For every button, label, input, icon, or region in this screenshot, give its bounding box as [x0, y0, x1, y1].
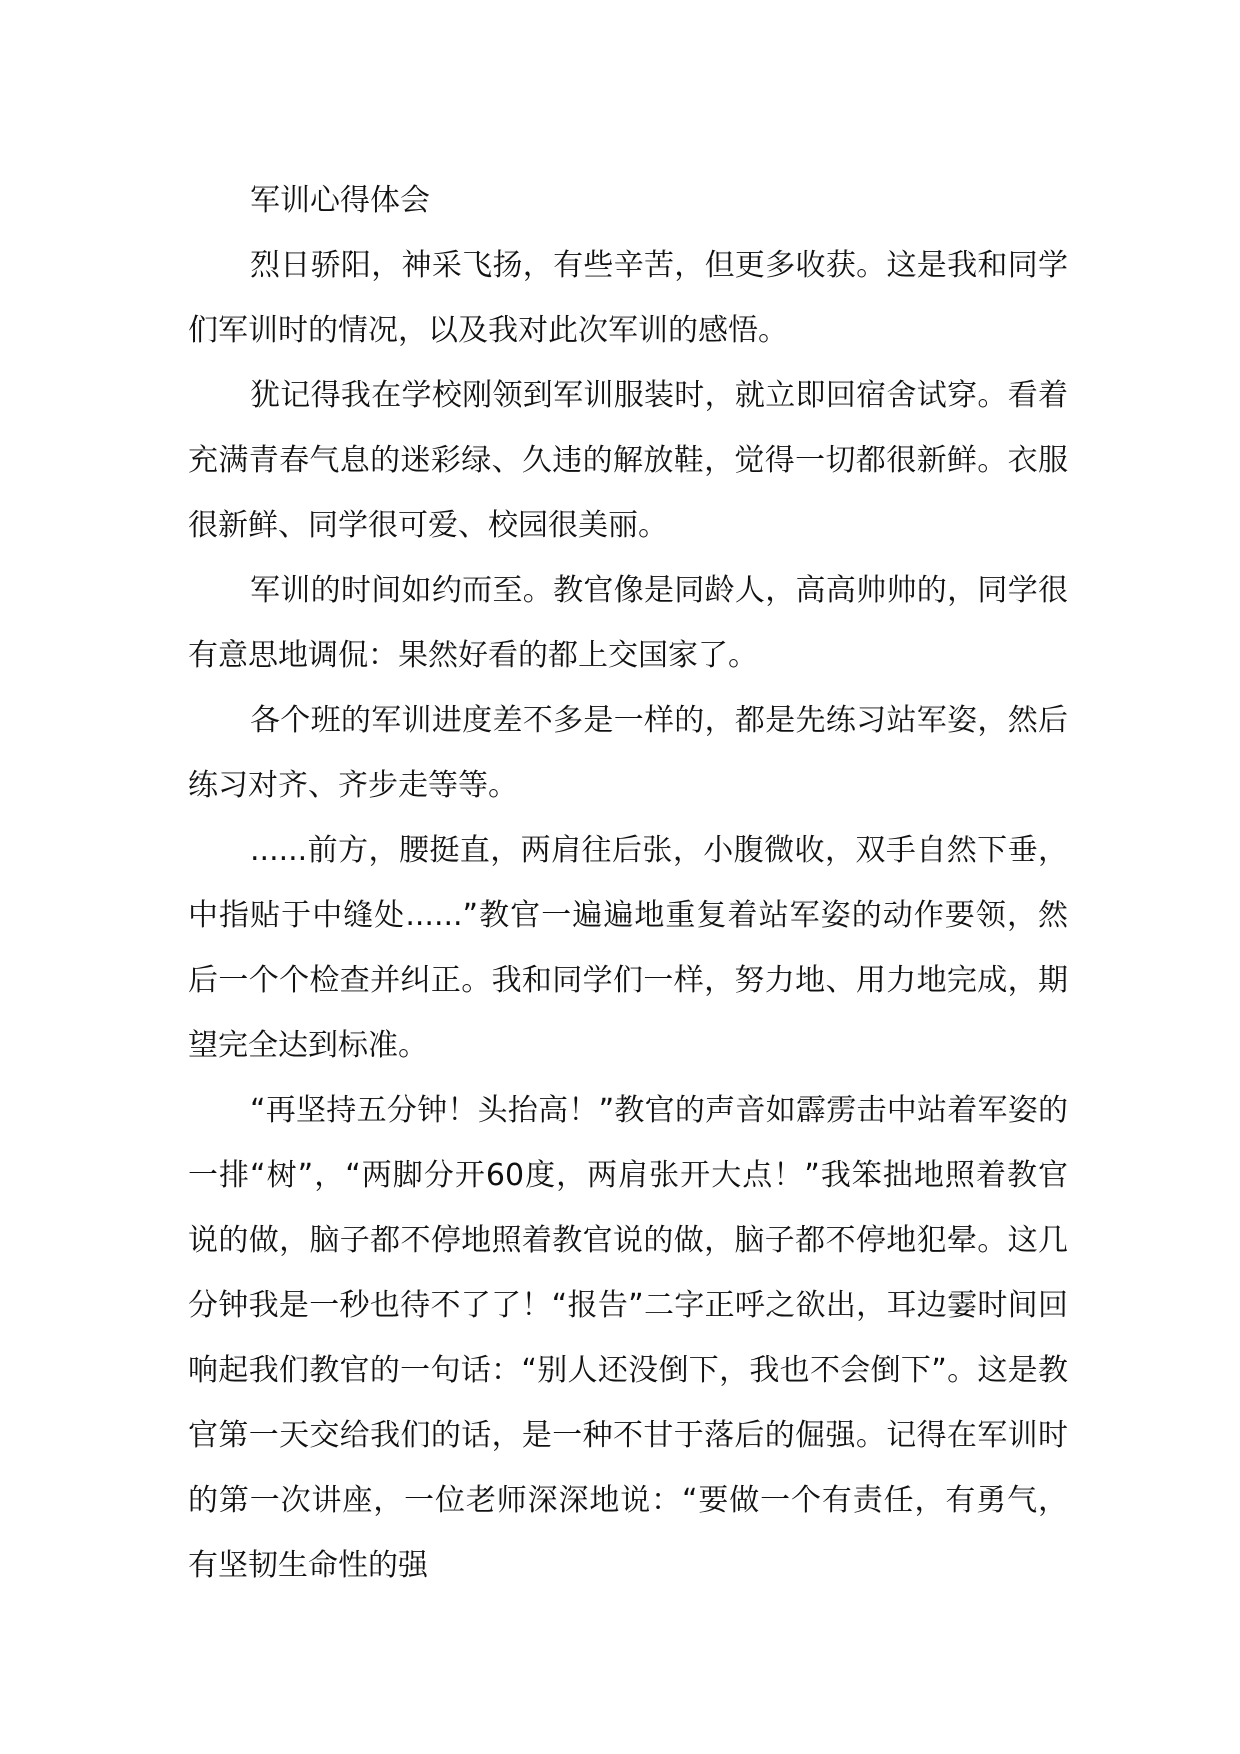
paragraph: 犹记得我在学校刚领到军训服装时，就立即回宿舍试穿。看着充满青春气息的迷彩绿、久违的解放鞋，觉得一切都很新鲜。衣服很新鲜、同学很可爱、校园很美丽。: [188, 378, 1068, 543]
paragraph: ......前方，腰挺直，两肩往后张，小腹微收，双手自然下垂，中指贴于中缝处......”教官一遍遍地重复着站军姿的动作要领，然后一个个检查并纠正。我和同学们一样，努力地、用力地完成，期望完全达到标准。: [188, 833, 1068, 1063]
paragraph: 各个班的军训进度差不多是一样的，都是先练习站军姿，然后练习对齐、齐步走等等。: [188, 703, 1068, 803]
document-body: [188, 168, 1068, 1598]
document-title: 军训心得体会: [250, 183, 430, 218]
paragraph: 烈日骄阳，神采飞扬，有些辛苦，但更多收获。这是我和同学们军训时的情况，以及我对此次军训的感悟。: [188, 248, 1068, 348]
paragraph: “再坚持五分钟！头抬高！”教官的声音如霹雳击中站着军姿的一排“树”，“两脚分开60度，两肩张开大点！”我笨拙地照着教官说的做，脑子都不停地照着教官说的做，脑子都不停地犯晕。这几分钟我是一秒也待不了了！“报告”二字正呼之欲出，耳边霎时间回响起我们教官的一句话：“别人还没倒下，我也不会倒下”。这是教官第一天交给我们的话，是一种不甘于落后的倔强。记得在军训时的第一次讲座，一位老师深深地说：“要做一个有责任，有勇气，有坚韧生命性的强: [188, 1093, 1068, 1583]
paragraph: 军训的时间如约而至。教官像是同龄人，高高帅帅的，同学很有意思地调侃：果然好看的都上交国家了。: [188, 573, 1068, 673]
